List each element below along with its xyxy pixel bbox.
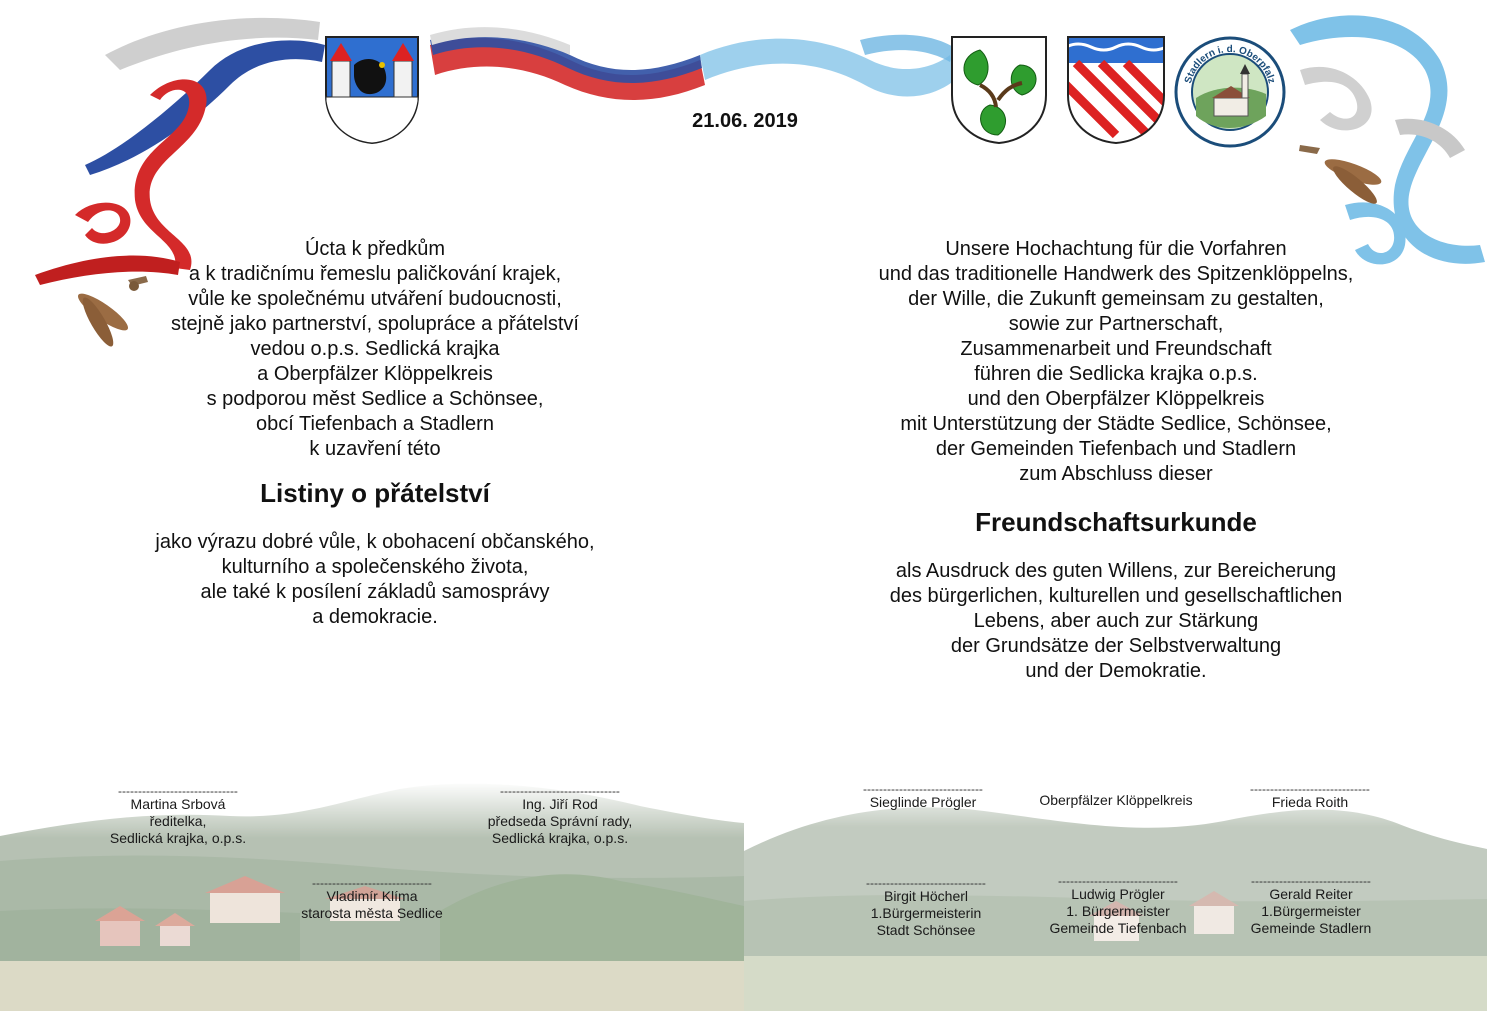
signer-name: Birgit Höcherl <box>883 888 969 904</box>
czech-intro-line: stejně jako partnerství, spolupráce a přátelství <box>171 313 579 335</box>
signature-rod <box>470 786 650 847</box>
signature-line: ------------------------------ <box>1251 874 1371 888</box>
czech-intro-line: a Oberpfälzer Klöppelkreis <box>257 363 493 385</box>
signer-organization: Gemeinde Tiefenbach <box>1049 920 1187 936</box>
signature-roith <box>1220 784 1400 811</box>
german-intro-line: führen die Sedlicka krajka o.p.s. <box>974 363 1258 385</box>
signature-line: ------------------------------ <box>500 784 620 798</box>
czech-closing-line: a demokracie. <box>312 606 438 628</box>
german-closing-line: Lebens, aber auch zur Stärkung <box>973 610 1259 632</box>
signer-name: Frieda Roith <box>1271 794 1349 810</box>
signer-name: Gerald Reiter <box>1269 886 1353 902</box>
signature-srbova <box>88 786 268 847</box>
signer-name: Vladimír Klíma <box>326 888 418 904</box>
czech-closing-line: kulturního a společenského života, <box>221 556 529 578</box>
german-heading: Freundschaftsurkunde <box>975 507 1257 537</box>
german-closing <box>840 559 1392 684</box>
signer-role: předseda Správní rady, <box>487 813 633 829</box>
german-intro-line: der Gemeinden Tiefenbach und Stadlern <box>935 438 1297 460</box>
document-date: 21.06. 2019 <box>692 110 798 132</box>
signature-line: ------------------------------ <box>863 782 983 796</box>
czech-intro-line: Úcta k předkům <box>304 238 446 260</box>
tiefenbach-crest-icon <box>950 35 1048 145</box>
signer-organization: Sedlická krajka, o.p.s. <box>491 830 629 846</box>
signature-line: ------------------------------ <box>312 876 432 890</box>
signature-sieglinde-progler <box>833 784 1013 811</box>
czech-intro-line: obcí Tiefenbach a Stadlern <box>256 413 494 435</box>
signature-hocherl <box>836 878 1016 939</box>
signer-organization: Sedlická krajka, o.p.s. <box>109 830 247 846</box>
czech-closing <box>100 530 650 630</box>
signer-organization: Stadt Schönsee <box>876 922 976 938</box>
czech-intro-line: k uzavření této <box>309 438 441 460</box>
german-closing-line: als Ausdruck des guten Willens, zur Bereicherung <box>895 560 1337 582</box>
signer-role: 1. Bürgermeister <box>1066 903 1170 919</box>
czech-intro-line: a k tradičnímu řemeslu paličkování krajek, <box>188 263 562 285</box>
german-closing-line: der Grundsätze der Selbstverwaltung <box>950 635 1282 657</box>
signature-klima <box>282 878 462 922</box>
organization-name: Oberpfälzer Klöppelkreis <box>1039 792 1193 808</box>
german-intro-line: Unsere Hochachtung für die Vorfahren <box>945 238 1287 260</box>
czech-closing-line: ale také k posílení základů samosprávy <box>200 581 550 603</box>
signer-organization: Gemeinde Stadlern <box>1250 920 1372 936</box>
signer-name: Ing. Jiří Rod <box>522 796 598 812</box>
signer-role: 1.Bürgermeister <box>1261 903 1361 919</box>
czech-intro-line: vedou o.p.s. Sedlická krajka <box>250 338 500 360</box>
signer-name: Ludwig Prögler <box>1071 886 1165 902</box>
kloppelkreis-label <box>1026 792 1206 809</box>
german-intro-line: Zusammenarbeit und Freundschaft <box>960 338 1272 360</box>
german-intro-line: zum Abschluss dieser <box>1019 463 1213 485</box>
stadlern-seal-text: Stadlern i. d. Oberpfalz <box>1183 43 1277 85</box>
german-intro-line: und den Oberpfälzer Klöppelkreis <box>967 388 1265 410</box>
czech-intro-line: s podporou měst Sedlice a Schönsee, <box>206 388 544 410</box>
german-intro <box>840 237 1392 487</box>
signature-line: ------------------------------ <box>866 876 986 890</box>
signer-role: 1.Bürgermeisterin <box>870 905 982 921</box>
signature-reiter <box>1221 876 1401 937</box>
lace-bobbins-right-icon <box>1295 140 1395 220</box>
signature-ludwig-progler <box>1028 876 1208 937</box>
stadlern-seal-icon <box>1174 36 1286 148</box>
german-intro-line: mit Unterstützung der Städte Sedlice, Schönsee, <box>900 413 1332 435</box>
sedlice-crest-icon <box>324 35 420 145</box>
signature-line: ------------------------------ <box>1058 874 1178 888</box>
czech-text-block <box>100 237 650 630</box>
signer-role: ředitelka, <box>149 813 207 829</box>
schonsee-crest-icon <box>1066 35 1166 145</box>
german-closing-line: des bürgerlichen, kulturellen und gesellschaftlichen <box>889 585 1343 607</box>
signer-role: starosta města Sedlice <box>301 905 443 921</box>
signature-line: ------------------------------ <box>1250 782 1370 796</box>
german-intro-line: sowie zur Partnerschaft, <box>1008 313 1224 335</box>
german-intro-line: der Wille, die Zukunft gemeinsam zu gestalten, <box>908 288 1324 310</box>
czech-intro <box>100 237 650 462</box>
german-intro-line: und das traditionelle Handwerk des Spitzenklöppelns, <box>878 263 1354 285</box>
signer-name: Sieglinde Prögler <box>869 794 977 810</box>
czech-intro-line: vůle ke společnému utváření budoucnosti, <box>188 288 562 310</box>
czech-closing-line: jako výrazu dobré vůle, k obohacení občanského, <box>155 531 595 553</box>
german-closing-line: und der Demokratie. <box>1025 660 1207 682</box>
czech-heading: Listiny o přátelství <box>260 478 490 508</box>
signer-name: Martina Srbová <box>130 796 226 812</box>
signature-line: ------------------------------ <box>118 784 238 798</box>
german-text-block <box>840 237 1392 684</box>
